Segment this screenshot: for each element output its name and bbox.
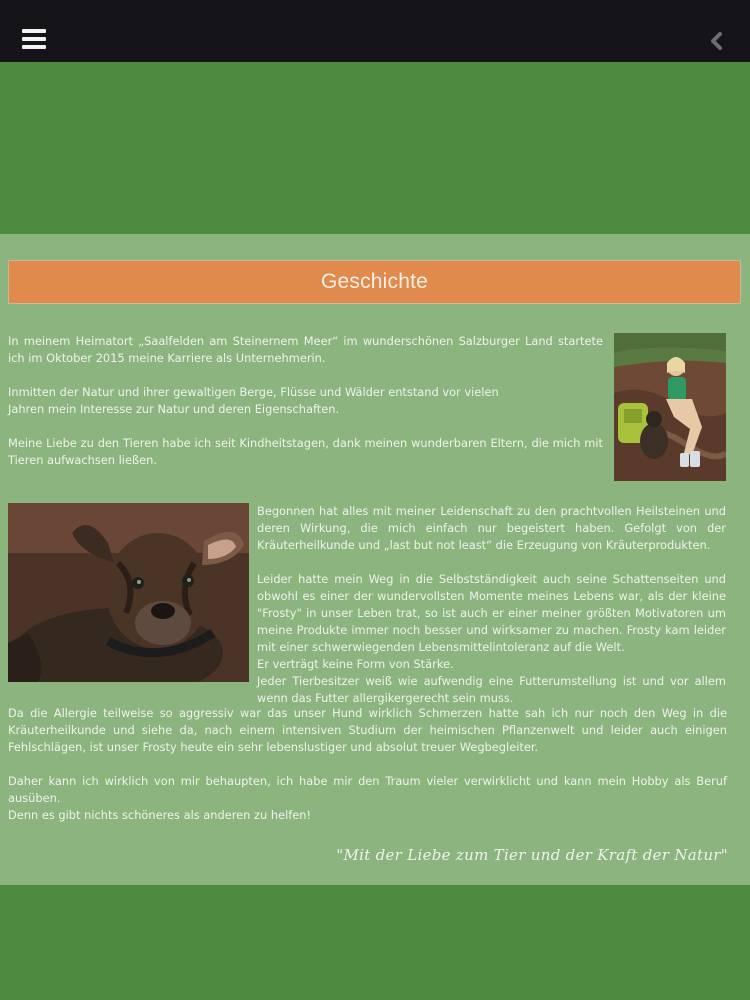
- brindle-puppy-photo: [8, 503, 249, 682]
- intro-text: [8, 333, 603, 469]
- section-title: Geschichte: [320, 270, 429, 293]
- content-panel: [0, 234, 750, 885]
- slogan-quote: "Mit der Liebe zum Tier und der Kraft der Natur": [336, 846, 728, 864]
- menu-line: [22, 29, 46, 33]
- paragraph: Meine Liebe zu den Tieren habe ich seit Kindheitstagen, dank meinen wunderbaren Eltern, die mich mit Tieren aufwachsen ließen.: [8, 436, 603, 467]
- paragraph: Da die Allergie teilweise so aggressiv war das unser Hund wirklich Schmerzen hatte sah ich nur noch den Weg in die Kräuterheilkunde und siehe da, nach einem intensiven Studium der heimischen Pflanzenwelt und leider auch einigen Fehlschlägen, ist unser Frosty heute ein sehr lebenslustiger und absolut treuer Wegbegleiter.: [8, 706, 727, 754]
- story-text-full: [8, 705, 727, 824]
- woman-with-dog-photo: [614, 333, 726, 481]
- paragraph: In meinem Heimatort „Saalfelden am Steinernem Meer“ im wunderschönen Salzburger Land startete ich im Oktober 2015 meine Karriere als Unternehmerin.: [8, 334, 603, 365]
- menu-line: [22, 45, 46, 49]
- footer-area: [0, 885, 750, 1000]
- story-text-right: [257, 503, 726, 707]
- paragraph: Leider hatte mein Weg in die Selbstständigkeit auch seine Schattenseiten und obwohl es einer der wundervollsten Momente meines Lebens war, als der kleine "Frosty" in unser Leben trat, so ist auch er einer meiner größten Motivatoren um meine Produkte immer noch besser und wirksamer zu machen. Frosty kam leider mit einer schwerwiegenden Lebensmittelintoleranz auf die Welt.: [257, 572, 726, 654]
- hamburger-menu-icon[interactable]: [22, 29, 46, 49]
- section-header: [8, 260, 741, 304]
- paragraph: Denn es gibt nichts schöneres als anderen zu helfen!: [8, 808, 312, 822]
- paragraph: Daher kann ich wirklich von mir behaupten, ich habe mir den Traum vieler verwirklicht und kann mein Hobby als Beruf ausüben.: [8, 774, 727, 805]
- chevron-left-icon[interactable]: [709, 32, 723, 50]
- paragraph: Er verträgt keine Form von Stärke.: [257, 657, 454, 671]
- paragraph: Jeder Tierbesitzer weiß wie aufwendig eine Futterumstellung ist und vor allem wenn das Futter allergikergerecht sein muss.: [257, 674, 726, 705]
- paragraph: [8, 384, 603, 418]
- paragraph-line: Inmitten der Natur und ihrer gewaltigen Berge, Flüsse und Wälder entstand vor vielen: [8, 385, 499, 399]
- hero-banner-area: [0, 62, 750, 234]
- paragraph-line: Jahren mein Interesse zur Natur und deren Eigenschaften.: [8, 402, 340, 416]
- menu-line: [22, 37, 46, 41]
- paragraph: Begonnen hat alles mit meiner Leidenschaft zu den prachtvollen Heilsteinen und deren Wirkung, die mich einfach nur begeistert haben. Gefolgt von der Kräuterheilkunde und „last but not least“ die Erzeugung von Kräuterprodukten.: [257, 504, 726, 552]
- top-navigation-bar: [0, 0, 750, 62]
